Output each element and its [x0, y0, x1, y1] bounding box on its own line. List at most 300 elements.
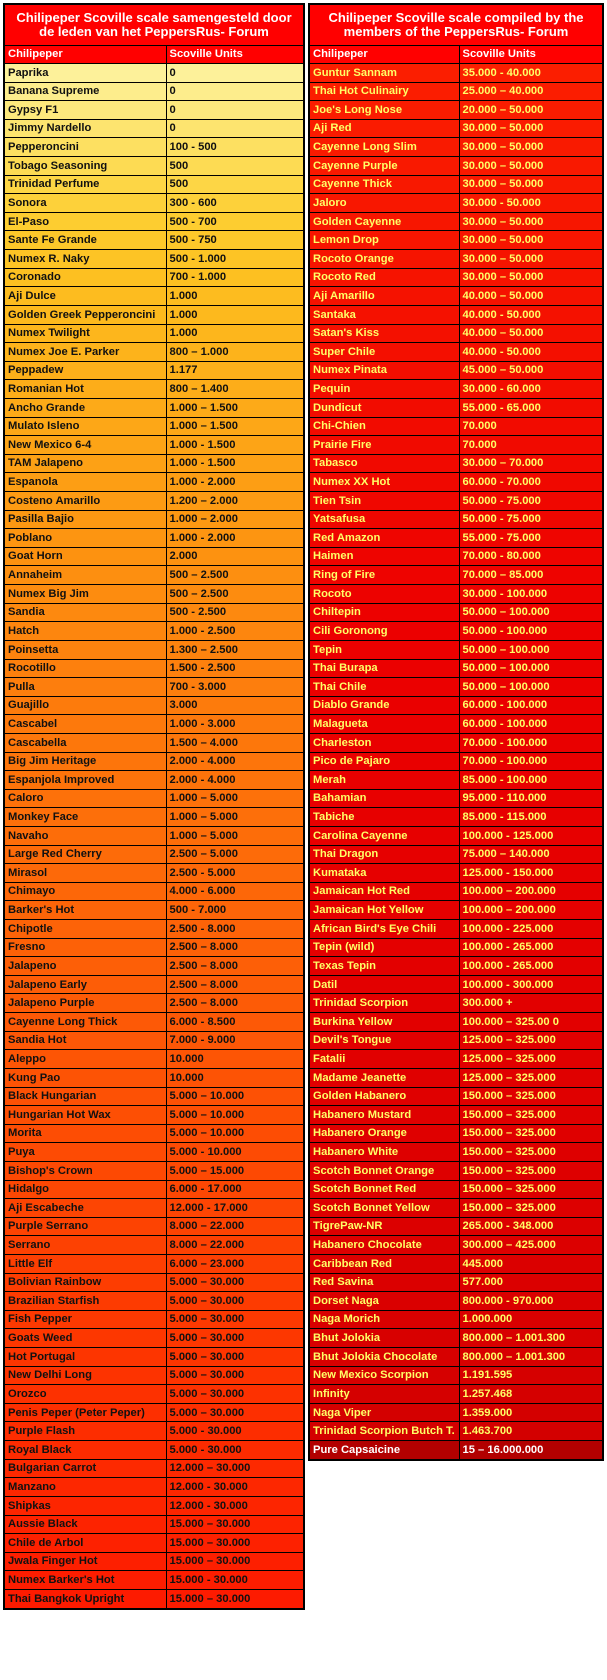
pepper-name: Red Amazon — [309, 529, 459, 548]
table-row — [309, 287, 603, 306]
scoville-units: 10.000 — [166, 1068, 304, 1087]
pepper-name: Pico de Pajaro — [309, 752, 459, 771]
pepper-name: Penis Peper (Peter Peper) — [4, 1403, 166, 1422]
table-row — [4, 287, 304, 306]
scoville-units: 5.000 - 30.000 — [166, 1422, 304, 1441]
scoville-units: 1.000 - 2.000 — [166, 473, 304, 492]
table-row — [309, 826, 603, 845]
scoville-units: 800 – 1.400 — [166, 380, 304, 399]
table-row — [309, 1422, 603, 1441]
scoville-units: 265.000 - 348.000 — [459, 1217, 603, 1236]
scoville-units: 50.000 - 75.000 — [459, 492, 603, 511]
scoville-units: 15.000 – 30.000 — [166, 1552, 304, 1571]
table-row — [309, 1068, 603, 1087]
scoville-units: 40.000 - 50.000 — [459, 305, 603, 324]
scoville-units: 100.000 - 300.000 — [459, 975, 603, 994]
pepper-name: Chi-Chien — [309, 417, 459, 436]
table-row — [309, 845, 603, 864]
table-row — [309, 529, 603, 548]
table-row — [309, 752, 603, 771]
scoville-units: 5.000 – 15.000 — [166, 1161, 304, 1180]
scoville-units: 0 — [166, 64, 304, 83]
pepper-name: Thai Chile — [309, 678, 459, 697]
pepper-name: Cili Goronong — [309, 622, 459, 641]
pepper-name: Romanian Hot — [4, 380, 166, 399]
scoville-units: 500 - 700 — [166, 212, 304, 231]
scoville-units: 1.500 – 4.000 — [166, 733, 304, 752]
scoville-units: 6.000 - 17.000 — [166, 1180, 304, 1199]
pepper-name: Espanjola Improved — [4, 771, 166, 790]
table-row — [309, 1217, 603, 1236]
pepper-name: Jalapeno — [4, 957, 166, 976]
pepper-name: Charleston — [309, 733, 459, 752]
pepper-name: Rocoto Orange — [309, 250, 459, 269]
scoville-units: 500 - 7.000 — [166, 901, 304, 920]
scoville-units: 100.000 - 265.000 — [459, 938, 603, 957]
pepper-name: Merah — [309, 771, 459, 790]
scoville-units: 3.000 — [166, 696, 304, 715]
pepper-name: Jalapeno Early — [4, 975, 166, 994]
pepper-name: Trinidad Scorpion — [309, 994, 459, 1013]
table-row — [4, 1180, 304, 1199]
scoville-units: 7.000 - 9.000 — [166, 1031, 304, 1050]
scoville-units: 85.000 - 115.000 — [459, 808, 603, 827]
pepper-name: Thai Hot Culinairy — [309, 82, 459, 101]
table-row — [309, 1310, 603, 1329]
table-row — [309, 175, 603, 194]
pepper-name: Trinidad Scorpion Butch T. — [309, 1422, 459, 1441]
table-row — [4, 1087, 304, 1106]
pepper-name: New Mexico 6-4 — [4, 436, 166, 455]
table-title-english: Chilipeper Scoville scale compiled by the members of the PeppersRus- Forum — [309, 4, 603, 46]
scoville-units: 150.000 – 325.000 — [459, 1180, 603, 1199]
table-row — [4, 920, 304, 939]
table-row — [4, 1496, 304, 1515]
pepper-name: Chimayo — [4, 882, 166, 901]
scoville-units: 1.359.000 — [459, 1403, 603, 1422]
scoville-units: 5.000 – 10.000 — [166, 1124, 304, 1143]
table-row — [309, 975, 603, 994]
table-row — [4, 417, 304, 436]
table-row — [4, 436, 304, 455]
scoville-units: 70.000 - 80.000 — [459, 547, 603, 566]
pepper-name: Numex Twilight — [4, 324, 166, 343]
table-row — [309, 1292, 603, 1311]
pepper-name: Cayenne Long Slim — [309, 138, 459, 157]
pepper-name: Paprika — [4, 64, 166, 83]
scoville-units: 1.257.468 — [459, 1385, 603, 1404]
pepper-name: Guntur Sannam — [309, 64, 459, 83]
pepper-name: Navaho — [4, 826, 166, 845]
table-row — [309, 901, 603, 920]
scoville-units: 1.000 – 5.000 — [166, 808, 304, 827]
scoville-units: 50.000 – 100.000 — [459, 640, 603, 659]
pepper-name: Sandia — [4, 603, 166, 622]
pepper-name: Bhut Jolokia Chocolate — [309, 1348, 459, 1367]
pepper-name: Bulgarian Carrot — [4, 1459, 166, 1478]
table-row — [4, 975, 304, 994]
pepper-name: Tien Tsin — [309, 492, 459, 511]
table-row — [4, 715, 304, 734]
pepper-name: Thai Bangkok Upright — [4, 1589, 166, 1608]
scoville-units: 500 – 2.500 — [166, 566, 304, 585]
table-row — [4, 101, 304, 120]
scoville-units: 500 — [166, 157, 304, 176]
scoville-units: 1.177 — [166, 361, 304, 380]
table-row — [309, 250, 603, 269]
pepper-name: Pulla — [4, 678, 166, 697]
table-row — [309, 678, 603, 697]
scoville-units: 15 – 16.000.000 — [459, 1441, 603, 1460]
scoville-units: 30.000 – 50.000 — [459, 212, 603, 231]
table-row — [4, 268, 304, 287]
scoville-units: 500 – 2.500 — [166, 585, 304, 604]
scoville-units: 1.000 - 3.000 — [166, 715, 304, 734]
scoville-units: 12.000 - 17.000 — [166, 1199, 304, 1218]
table-row — [4, 398, 304, 417]
table-row — [309, 566, 603, 585]
pepper-name: Burkina Yellow — [309, 1013, 459, 1032]
table-row — [309, 510, 603, 529]
scoville-units: 100.000 – 200.000 — [459, 882, 603, 901]
scoville-units: 2.000 - 4.000 — [166, 771, 304, 790]
scoville-units: 30.000 – 50.000 — [459, 268, 603, 287]
pepper-name: TigrePaw-NR — [309, 1217, 459, 1236]
pepper-name: Poinsetta — [4, 640, 166, 659]
scoville-units: 300.000 – 425.000 — [459, 1236, 603, 1255]
pepper-name: Hungarian Hot Wax — [4, 1106, 166, 1125]
table-row — [309, 324, 603, 343]
pepper-name: Hatch — [4, 622, 166, 641]
pepper-name: Fresno — [4, 938, 166, 957]
pepper-name: Habanero Mustard — [309, 1106, 459, 1125]
pepper-name: Big Jim Heritage — [4, 752, 166, 771]
table-row — [4, 1013, 304, 1032]
scoville-units: 1.000 – 2.000 — [166, 510, 304, 529]
table-row — [4, 808, 304, 827]
table-row — [4, 845, 304, 864]
pepper-name: Manzano — [4, 1478, 166, 1497]
table-row — [309, 1124, 603, 1143]
table-row — [4, 659, 304, 678]
pepper-name: Fatalii — [309, 1050, 459, 1069]
table-row — [4, 510, 304, 529]
pepper-name: Espanola — [4, 473, 166, 492]
pepper-name: Hot Portugal — [4, 1348, 166, 1367]
pepper-name: Yatsafusa — [309, 510, 459, 529]
column-header-pepper: Chilipeper — [309, 46, 459, 64]
table-row — [309, 212, 603, 231]
table-row — [4, 901, 304, 920]
pepper-name: Peppadew — [4, 361, 166, 380]
table-row — [309, 1441, 603, 1460]
scoville-units: 8.000 – 22.000 — [166, 1217, 304, 1236]
pepper-name: Puya — [4, 1143, 166, 1162]
table-row — [4, 1199, 304, 1218]
table-title-dutch: Chilipeper Scoville scale samengesteld door de leden van het PeppersRus- Forum — [4, 4, 304, 46]
table-row — [4, 1403, 304, 1422]
scoville-units: 35.000 - 40.000 — [459, 64, 603, 83]
scoville-units: 50.000 - 100.000 — [459, 622, 603, 641]
pepper-name: Goats Weed — [4, 1329, 166, 1348]
pepper-name: Sonora — [4, 194, 166, 213]
pepper-name: Habanero Orange — [309, 1124, 459, 1143]
table-row — [309, 1199, 603, 1218]
scoville-units: 5.000 - 10.000 — [166, 1143, 304, 1162]
table-row — [4, 1422, 304, 1441]
scoville-units: 70.000 — [459, 436, 603, 455]
scoville-units: 0 — [166, 82, 304, 101]
scoville-units: 125.000 - 150.000 — [459, 864, 603, 883]
pepper-name: El-Paso — [4, 212, 166, 231]
scoville-units: 1.000 — [166, 324, 304, 343]
pepper-name: Poblano — [4, 529, 166, 548]
scoville-units: 15.000 – 30.000 — [166, 1515, 304, 1534]
pepper-name: Aji Red — [309, 119, 459, 138]
table-row — [4, 529, 304, 548]
table-row — [4, 789, 304, 808]
pepper-name: Tepin (wild) — [309, 938, 459, 957]
pepper-name: Red Savina — [309, 1273, 459, 1292]
table-row — [309, 938, 603, 957]
scoville-units: 30.000 – 50.000 — [459, 250, 603, 269]
table-row — [4, 119, 304, 138]
table-row — [309, 157, 603, 176]
scoville-units: 75.000 – 140.000 — [459, 845, 603, 864]
scoville-units: 15.000 - 30.000 — [166, 1571, 304, 1590]
table-row — [4, 250, 304, 269]
pepper-name: Bishop's Crown — [4, 1161, 166, 1180]
scoville-units: 6.000 - 8.500 — [166, 1013, 304, 1032]
table-row — [4, 138, 304, 157]
scoville-units: 1.191.595 — [459, 1366, 603, 1385]
table-row — [309, 1403, 603, 1422]
table-row — [309, 454, 603, 473]
table-row — [309, 733, 603, 752]
pepper-name: Naga Viper — [309, 1403, 459, 1422]
pepper-name: Dorset Naga — [309, 1292, 459, 1311]
table-row — [4, 1515, 304, 1534]
pepper-name: Cayenne Long Thick — [4, 1013, 166, 1032]
table-row — [4, 566, 304, 585]
table-row — [309, 492, 603, 511]
scoville-units: 1.000 – 5.000 — [166, 789, 304, 808]
table-row — [4, 1292, 304, 1311]
pepper-name: Sante Fe Grande — [4, 231, 166, 250]
scoville-units: 150.000 – 325.000 — [459, 1161, 603, 1180]
pepper-name: Coronado — [4, 268, 166, 287]
table-row — [4, 1385, 304, 1404]
table-row — [4, 157, 304, 176]
scoville-units: 10.000 — [166, 1050, 304, 1069]
table-row — [309, 603, 603, 622]
table-row — [4, 1273, 304, 1292]
scoville-units: 100.000 - 225.000 — [459, 920, 603, 939]
scoville-units: 70.000 - 100.000 — [459, 733, 603, 752]
pepper-name: Aleppo — [4, 1050, 166, 1069]
scoville-units: 1.000 - 1.500 — [166, 454, 304, 473]
pepper-name: Orozco — [4, 1385, 166, 1404]
table-row — [4, 640, 304, 659]
pepper-name: Caloro — [4, 789, 166, 808]
scoville-units: 700 - 1.000 — [166, 268, 304, 287]
scoville-units: 2.500 – 8.000 — [166, 957, 304, 976]
scoville-units: 2.000 - 4.000 — [166, 752, 304, 771]
table-row — [309, 231, 603, 250]
scoville-units: 60.000 - 70.000 — [459, 473, 603, 492]
scoville-units: 1.000 — [166, 305, 304, 324]
scoville-units: 1.500 - 2.500 — [166, 659, 304, 678]
table-row — [4, 1329, 304, 1348]
table-row — [4, 1534, 304, 1553]
scoville-units: 100.000 – 200.000 — [459, 901, 603, 920]
scoville-units: 500 - 750 — [166, 231, 304, 250]
table-row — [309, 547, 603, 566]
table-row — [4, 324, 304, 343]
scoville-units: 60.000 - 100.000 — [459, 715, 603, 734]
table-row — [309, 957, 603, 976]
table-row — [309, 882, 603, 901]
table-row — [4, 678, 304, 697]
scoville-units: 60.000 - 100.000 — [459, 696, 603, 715]
scoville-units: 1.000 - 1.500 — [166, 436, 304, 455]
table-row — [4, 957, 304, 976]
scoville-units: 30.000 - 60.000 — [459, 380, 603, 399]
scoville-units: 500 - 2.500 — [166, 603, 304, 622]
table-row — [4, 752, 304, 771]
table-row — [4, 1366, 304, 1385]
pepper-name: Annaheim — [4, 566, 166, 585]
scoville-units: 2.500 – 8.000 — [166, 994, 304, 1013]
pepper-name: Guajillo — [4, 696, 166, 715]
pepper-name: Thai Dragon — [309, 845, 459, 864]
table-row — [4, 603, 304, 622]
pepper-name: Shipkas — [4, 1496, 166, 1515]
scoville-units: 500 - 1.000 — [166, 250, 304, 269]
table-row — [309, 101, 603, 120]
scoville-units: 30.000 – 50.000 — [459, 157, 603, 176]
table-row — [4, 343, 304, 362]
pepper-name: Mulato Isleno — [4, 417, 166, 436]
table-row — [4, 1441, 304, 1460]
scoville-units: 8.000 – 22.000 — [166, 1236, 304, 1255]
pepper-name: Prairie Fire — [309, 436, 459, 455]
scoville-units: 50.000 – 100.000 — [459, 659, 603, 678]
pepper-name: Golden Cayenne — [309, 212, 459, 231]
pepper-name: Infinity — [309, 1385, 459, 1404]
table-row — [309, 1348, 603, 1367]
scoville-units: 30.000 - 100.000 — [459, 585, 603, 604]
scoville-units: 2.500 – 8.000 — [166, 938, 304, 957]
table-row — [4, 175, 304, 194]
scoville-units: 5.000 – 10.000 — [166, 1087, 304, 1106]
table-row — [4, 864, 304, 883]
scoville-units: 5.000 – 30.000 — [166, 1273, 304, 1292]
pepper-name: Numex R. Naky — [4, 250, 166, 269]
pepper-name: Numex Pinata — [309, 361, 459, 380]
pepper-name: Cascabella — [4, 733, 166, 752]
table-row — [4, 1217, 304, 1236]
pepper-name: Scotch Bonnet Red — [309, 1180, 459, 1199]
scoville-units: 5.000 – 30.000 — [166, 1329, 304, 1348]
scoville-units: 150.000 – 325.000 — [459, 1143, 603, 1162]
pepper-name: TAM Jalapeno — [4, 454, 166, 473]
scoville-units: 2.500 - 5.000 — [166, 864, 304, 883]
scoville-units: 2.000 — [166, 547, 304, 566]
scoville-units: 0 — [166, 101, 304, 120]
scoville-units: 30.000 – 50.000 — [459, 138, 603, 157]
pepper-name: Chipotle — [4, 920, 166, 939]
pepper-name: Bhut Jolokia — [309, 1329, 459, 1348]
table-row — [4, 1068, 304, 1087]
table-row — [309, 1180, 603, 1199]
scoville-units: 70.000 — [459, 417, 603, 436]
table-row — [4, 380, 304, 399]
table-row — [4, 1050, 304, 1069]
scoville-units: 85.000 - 100.000 — [459, 771, 603, 790]
scoville-units: 70.000 - 100.000 — [459, 752, 603, 771]
table-row — [4, 1143, 304, 1162]
table-row — [309, 138, 603, 157]
pepper-name: Brazilian Starfish — [4, 1292, 166, 1311]
pepper-name: Jalapeno Purple — [4, 994, 166, 1013]
pepper-name: Monkey Face — [4, 808, 166, 827]
pepper-name: Aussie Black — [4, 1515, 166, 1534]
scoville-units: 25.000 – 40.000 — [459, 82, 603, 101]
pepper-name: New Mexico Scorpion — [309, 1366, 459, 1385]
table-row — [309, 585, 603, 604]
pepper-name: Kung Pao — [4, 1068, 166, 1087]
pepper-name: Satan's Kiss — [309, 324, 459, 343]
table-row — [309, 1255, 603, 1274]
table-row — [4, 212, 304, 231]
pepper-name: Black Hungarian — [4, 1087, 166, 1106]
scoville-units: 30.000 – 50.000 — [459, 231, 603, 250]
scoville-units: 150.000 – 325.000 — [459, 1199, 603, 1218]
column-header-scoville: Scoville Units — [459, 46, 603, 64]
scoville-units: 55.000 - 75.000 — [459, 529, 603, 548]
table-row — [4, 1348, 304, 1367]
table-row — [4, 473, 304, 492]
table-row — [309, 1329, 603, 1348]
table-row — [309, 1236, 603, 1255]
pepper-name: Numex Barker's Hot — [4, 1571, 166, 1590]
pepper-name: Aji Amarillo — [309, 287, 459, 306]
scoville-units: 150.000 – 325.000 — [459, 1106, 603, 1125]
scoville-units: 800.000 - 970.000 — [459, 1292, 603, 1311]
pepper-name: Large Red Cherry — [4, 845, 166, 864]
table-row — [309, 1013, 603, 1032]
scoville-units: 2.500 – 5.000 — [166, 845, 304, 864]
pepper-name: Datil — [309, 975, 459, 994]
table-row — [309, 473, 603, 492]
table-row — [4, 361, 304, 380]
table-row — [309, 1385, 603, 1404]
scoville-units: 800 – 1.000 — [166, 343, 304, 362]
table-row — [309, 994, 603, 1013]
column-header-pepper: Chilipeper — [4, 46, 166, 64]
table-row — [309, 119, 603, 138]
table-row — [309, 1366, 603, 1385]
pepper-name: Super Chile — [309, 343, 459, 362]
table-row — [309, 789, 603, 808]
table-row — [309, 920, 603, 939]
scoville-units: 50.000 - 75.000 — [459, 510, 603, 529]
table-row — [4, 585, 304, 604]
scoville-units: 700 - 3.000 — [166, 678, 304, 697]
table-row — [4, 1255, 304, 1274]
table-row — [309, 1087, 603, 1106]
